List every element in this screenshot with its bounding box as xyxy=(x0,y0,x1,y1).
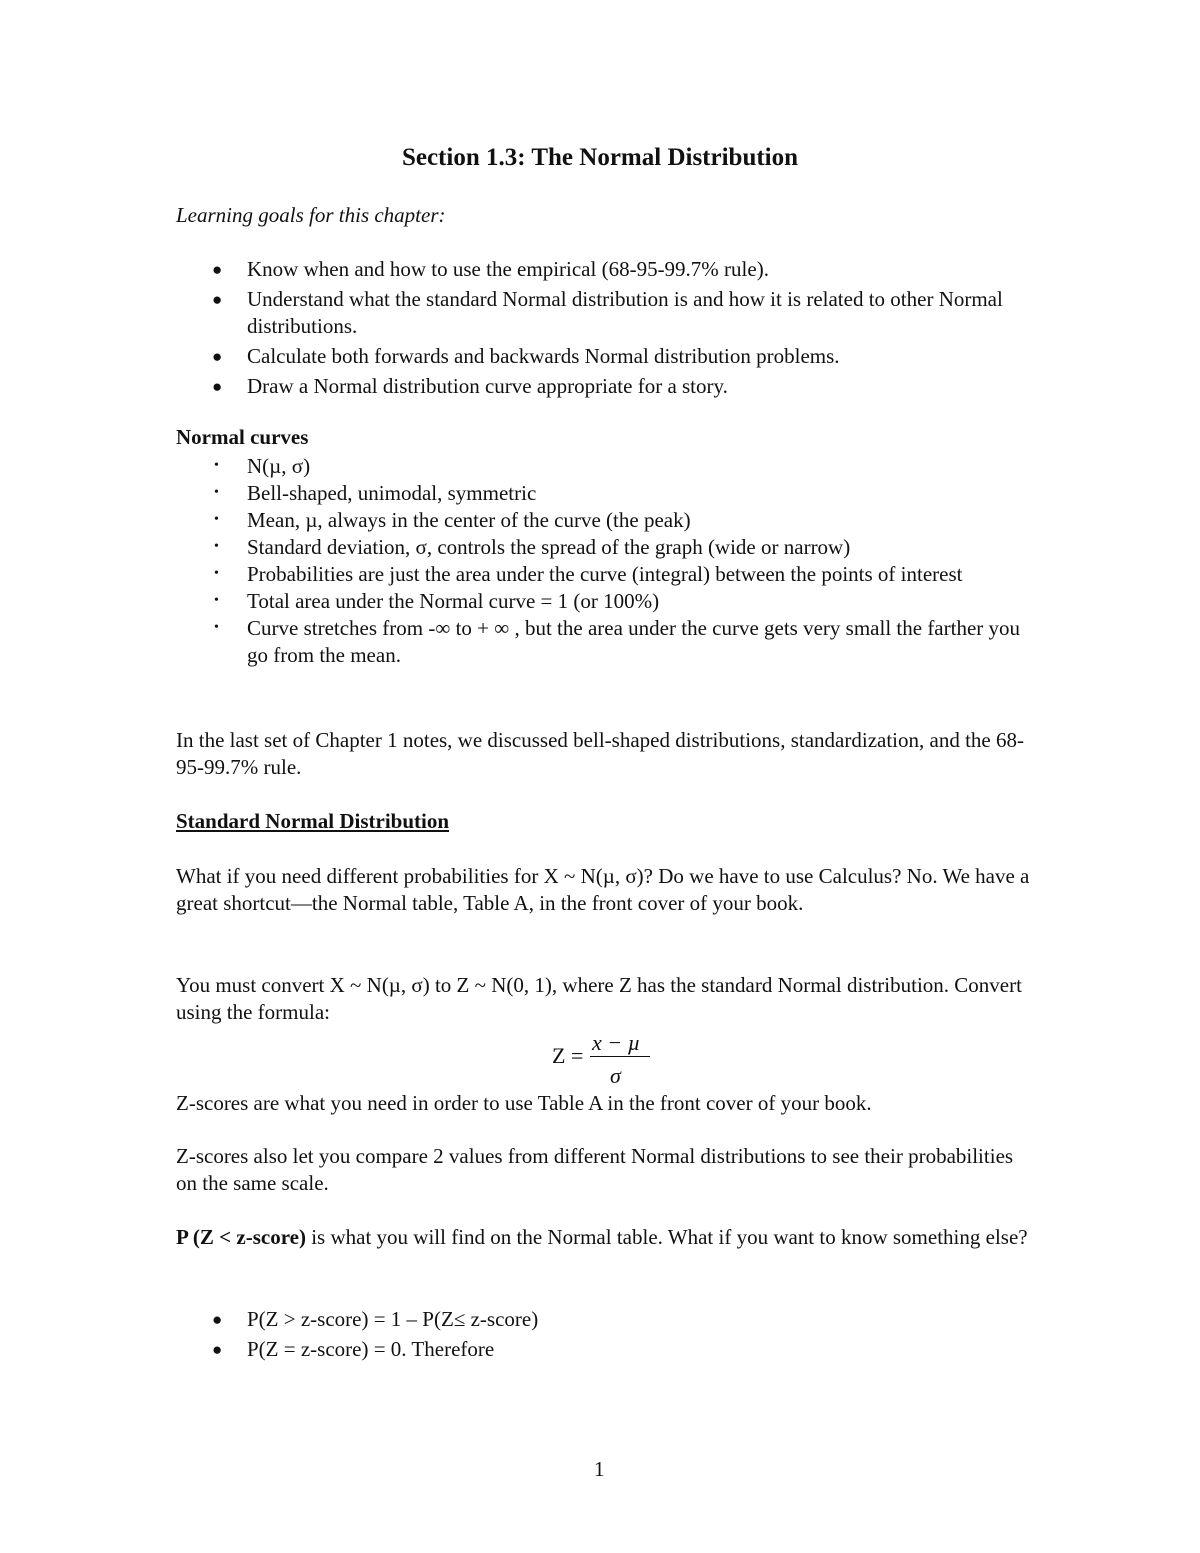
list-item: • Standard deviation, σ, controls the spread of the graph (wide or narrow) xyxy=(214,535,851,559)
list-item: • Probabilities are just the area under the curve (integral) between the points of interest xyxy=(214,562,963,586)
list-item: • Total area under the Normal curve = 1 (or 100%) xyxy=(214,589,660,613)
bullet-icon: ● xyxy=(212,290,223,309)
list-item: ● Understand what the standard Normal distribution is and how it is related to other Normal distributions. xyxy=(212,287,1003,338)
bullet-icon: ● xyxy=(212,347,223,366)
paragraph: Z-scores also let you compare 2 values from different Normal distributions to see their probabilities on the same scale. xyxy=(176,1144,1014,1195)
list-item: • Bell-shaped, unimodal, symmetric xyxy=(214,481,537,505)
bullet-icon: ● xyxy=(212,377,223,396)
bullet-icon: • xyxy=(214,620,219,635)
normal-curves-list xyxy=(176,453,1036,669)
bullet-icon: • xyxy=(214,512,219,527)
bullet-icon: • xyxy=(214,458,219,473)
normal-curves-heading: Normal curves xyxy=(176,425,309,449)
list-item: ● Know when and how to use the empirical (68-95-99.7% rule). xyxy=(212,257,769,281)
list-item: ● P(Z = z-score) = 0. Therefore xyxy=(212,1337,495,1361)
formula-lhs: Z = xyxy=(552,1043,584,1068)
bullet-icon: ● xyxy=(212,1340,223,1359)
bullet-icon: ● xyxy=(212,1310,223,1329)
bullet-icon: • xyxy=(214,539,219,554)
paragraph: What if you need different probabilities for X ~ N(µ, σ)? Do we have to use Calculus? No. We have a great shortcut—the Normal table, Table A, in the front cover of your book. xyxy=(176,864,1030,915)
list-item: ● P(Z > z-score) = 1 – P(Z≤ z-score) xyxy=(212,1307,539,1331)
bullet-icon: • xyxy=(214,593,219,608)
formula-numerator: x − µ xyxy=(592,1030,641,1055)
bullet-icon: ● xyxy=(212,260,223,279)
bold-expression: P (Z < z-score) xyxy=(176,1225,306,1249)
learning-goals-label: Learning goals for this chapter: xyxy=(176,203,446,227)
bullet-icon: • xyxy=(214,485,219,500)
page-number: 1 xyxy=(594,1457,605,1481)
list-item: ● Draw a Normal distribution curve appropriate for a story. xyxy=(212,374,728,398)
fraction-bar xyxy=(590,1056,650,1057)
z-score-formula xyxy=(552,1032,662,1092)
bullet-icon: • xyxy=(214,566,219,581)
paragraph: In the last set of Chapter 1 notes, we discussed bell-shaped distributions, standardization, and the 68-95-99.7% rule. xyxy=(176,728,1024,779)
paragraph: Z-scores are what you need in order to use Table A in the front cover of your book. xyxy=(176,1091,872,1115)
list-item: • Curve stretches from -∞ to + ∞ , but the area under the curve gets very small the farther you go from the mean. xyxy=(214,616,1021,667)
list-item: • N(µ, σ) xyxy=(214,454,311,478)
learning-goals-list xyxy=(176,256,1036,403)
list-item: • Mean, µ, always in the center of the curve (the peak) xyxy=(214,508,691,532)
paragraph: You must convert X ~ N(µ, σ) to Z ~ N(0, 1), where Z has the standard Normal distribution. Convert using the formula: xyxy=(176,973,1022,1024)
section-heading: Standard Normal Distribution xyxy=(176,809,450,833)
probability-rules-list xyxy=(176,1306,1036,1366)
page-title: Section 1.3: The Normal Distribution xyxy=(401,144,799,171)
paragraph: P (Z < z-score) is what you will find on the Normal table. What if you want to know something else? xyxy=(176,1225,1028,1249)
formula-denominator: σ xyxy=(610,1063,621,1088)
list-item: ● Calculate both forwards and backwards Normal distribution problems. xyxy=(212,344,840,368)
